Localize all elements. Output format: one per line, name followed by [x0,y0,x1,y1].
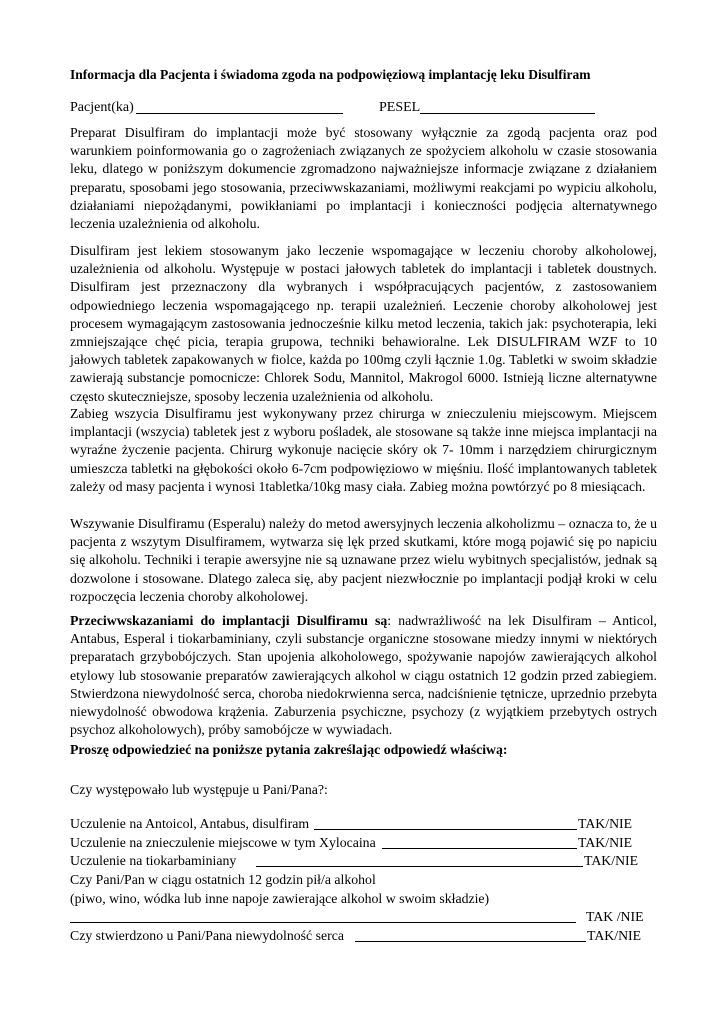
document-title: Informacja dla Pacjenta i świadoma zgoda na podpowięziową implantację leku Disulfiram [70,67,591,82]
patient-label: Pacjent(ka) [70,100,134,115]
question-text: Uczulenie na znieczulenie miejscowe w tym Xylocaina [70,835,376,850]
question-row [70,816,660,834]
answer-line-bold [480,922,576,923]
paragraph-contraindications [70,612,657,739]
answer-line [256,866,513,867]
pesel-field[interactable] [420,100,595,114]
question-row [70,928,660,946]
paragraph-intro: Preparat Disulfiram do implantacji może być stosowany wyłącznie za zgodą pacjenta oraz pod warunkiem poinformowania go o zagrożeniach związanych ze spożyciem alkoholu w czasie stosowania leku, dlatego w poniższym dokumencie zgromadzono najważniejsze informacje związane z działaniem preparatu, sposobami jego stosowania, przeciwwskazaniami, możliwymi reakcjami po wypiciu alkoholu, działaniami niepożądanymi, powikłaniami po implantacji i konieczności podjęcia alternatywnego leczenia uzależnienia od alkoholu. [70,125,657,232]
answer-line [70,922,480,923]
paragraph-description: Disulfiram jest lekiem stosowanym jako leczenie wspomagające w leczeniu choroby alkoholowej, uzależnienia od alkoholu. Występuje w postaci jałowych tabletek do implantacji i tabletek doustnych. Disulfiram jest przeznaczony dla wybranych i współpracujących pacjentów, z zastosowaniem odpowiedniego leczenia wspomagającego np. terapii uzależnień. Leczenie choroby alkoholowej jest procesem wymagającym zastosowania jednocześnie kilku metod leczenia, takich jak: psychoterapia, leki zmniejszające chęć picia, terapia grupowa, techniki behawioralne. Lek DISULFIRAM WZF to 10 jałowych tabletek zapakowanych w fiolce, każda po 100mg czyli łącznie 1.0g. Tabletki w swoim składzie zawierają substancje pomocnicze: Chlorek Sodu, Mannitol, Makrogol 6000. Istnieją liczne alternatywne często skuteczniejsze, sposoby leczenia uzależnienia od alkoholu. [70,243,657,404]
contraindications-text: : nadwrażliwość na lek Disulfiram – Anticol, Antabus, Esperal i tiokarbaminiany, czyli substancje organiczne stosowane miedzy innymi w niektórych preparatach grzybobójczych. Stan upojenia alkoholowego, spożywanie napojów zawierających alkohol etylowy lub stosowanie preparatów zawierających alkohol w ciągu ostatnich 12 godzin przed zabiegiem. Stwierdzona niewydolność serca, choroba niedokrwienna serca, nadciśnienie tętnicze, uprzednio przebyta niewydolność obwodowa krążenia. Zaburzenia psychiczne, psychozy (z wyjątkiem przebytych ostrych psychoz alkoholowych), próby samobójcze w wywiadach. [70,613,658,738]
question-text: Czy stwierdzono u Pani/Pana niewydolność serca [70,928,344,943]
answer-line-bold [355,941,586,942]
answer-line-bold [545,848,577,849]
answer-line [382,848,545,849]
answer-option[interactable]: TAK/NIE [584,853,639,868]
paragraph-aversive: Wszywanie Disulfiramu (Esperalu) należy do metod awersyjnych leczenia alkoholizmu – oznacza to, że u pacjenta z wszytym Disulfiramem, wytwarza się lęk przed skutkami, które mogą pojawić się po napiciu się alkoholu. Techniki i terapie awersyjne nie są uznawane przez wielu wybitnych specjalistów, jednak są dozwolone i stosowane. Dlatego zaleca się, aby pacjent niezwłocznie po implantacji podjął kroki w celu rozpoczęcia leczenia choroby alkoholowej. [70,516,657,604]
questions-heading: Proszę odpowiedzieć na poniższe pytania zakreślając odpowiedź właściwą: [70,742,508,757]
question-row [70,909,660,927]
question-text: Uczulenie na tiokarbaminiany [70,853,237,868]
contraindications-heading: Przeciwwskazaniami do implantacji Disulfiramu są [70,613,388,628]
question-row [70,835,660,853]
question-text: Uczulenie na Antoicol, Antabus, disulfiram [70,816,310,831]
question-row [70,853,660,871]
answer-option[interactable]: TAK/NIE [578,835,633,850]
answer-line-bold [501,829,577,830]
paragraph-procedure: Zabieg wszycia Disulfiramu jest wykonywany przez chirurga w znieczuleniu miejscowym. Miejscem implantacji (wszycia) tabletek jest z wyboru pośladek, ale stosowane są także inne miejsca implantacji na wyraźne życzenie pacjenta. Chirurg wykonuje nacięcie skóry ok 7- 10mm i narzędziem chirurgicznym umieszcza tabletki na głębokości około 6-7cm podpowięziowo w mięśniu. Ilość implantowanych tabletek zależy od masy pacjenta i wynosi 1tabletka/10kg masy ciała. Zabieg można powtórzyć po 8 miesiącach. [70,406,657,494]
answer-line-bold [513,866,583,867]
answer-option[interactable]: TAK/NIE [578,816,633,831]
patient-name-field[interactable] [136,100,343,114]
question-subtext: (piwo, wino, wódka lub inne napoje zawierające alkohol w swoim składzie) [70,891,490,906]
answer-option[interactable]: TAK/NIE [587,928,642,943]
answer-option[interactable]: TAK /NIE [586,909,644,924]
answer-line [314,829,501,830]
question-text: Czy Pani/Pan w ciągu ostatnich 12 godzin pił/a alkohol [70,872,376,887]
pesel-label: PESEL [379,100,421,115]
questions-intro: Czy występowało lub występuje u Pani/Pana?: [70,782,328,797]
